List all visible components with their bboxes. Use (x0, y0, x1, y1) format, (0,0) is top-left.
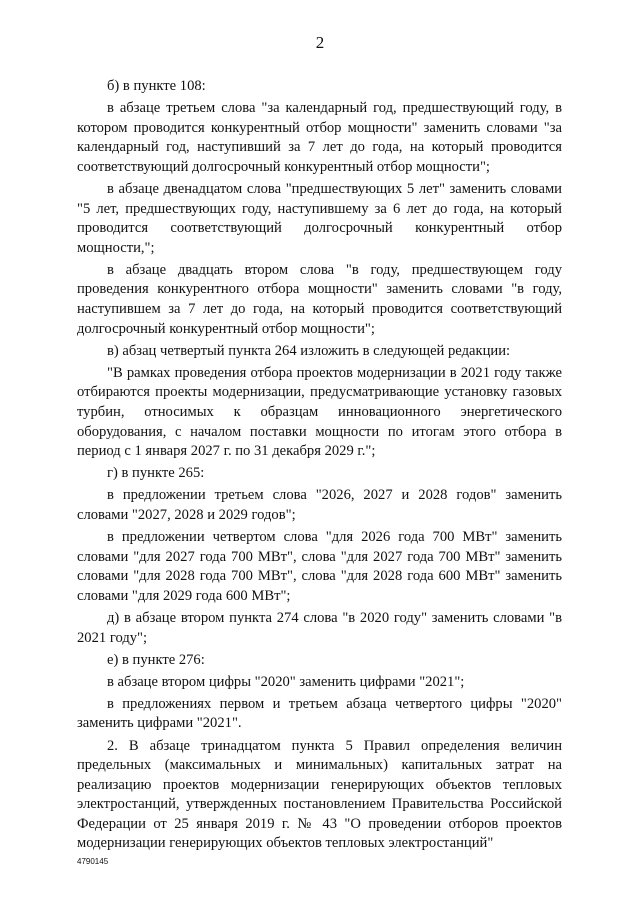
paragraph-b-item-108: б) в пункте 108: (107, 78, 206, 94)
paragraph-quoted-new-text: "В рамках проведения отбора проектов модернизации в 2021 году также отбираются проекты модернизации, предусматривающие установку газовых турбин, относимых к образцам инновационного энергетического оборудования, с началом поставки мощности по итогам этого отбора в период с 1 января 2027 г. по 31 декабря 2029 г."; (77, 364, 562, 460)
paragraph-twelfth-abzac: в абзаце двенадцатом слова "предшествующих 5 лет" заменить словами "5 лет, предшествующих году, наступившему за 6 лет до года, на который проводится соответствующий долгосрочный конкурентный отбор мощности,"; (77, 180, 562, 256)
paragraph-e-item-276: е) в пункте 276: (107, 651, 205, 668)
paragraph-section-2: 2. В абзаце тринадцатом пункта 5 Правил определения величин предельных (максимальных и минимальных) капитальных затрат на реализацию проектов модернизации генерирующих объектов тепловых электростанций, утвержденных постановлением Правительства Российской Федерации от 25 января 2019 г. № 43 "О проведении отборов проектов модернизации генерирующих объектов тепловых электростанций" (77, 737, 562, 852)
paragraph-g-item-265: г) в пункте 265: (107, 465, 205, 482)
paragraph-third-abzac: в абзаце третьем слова "за календарный год, предшествующий году, в котором проводится конкурентный отбор мощности" заменить словами "за календарный год, наступивший за 7 лет до года, на который проводится соответствующий долгосрочный конкурентный отбор мощности"; (77, 100, 562, 175)
paragraph-twenty-second-abzac: в абзаце двадцать втором слова "в году, предшествующем году проведения конкурентного отбора мощности" заменить словами "в году, наступившем за 7 лет до года, на который проводится соответствующий долгосрочный конкурентный отбор мощности"; (77, 261, 562, 337)
document-code: 4790145 (77, 857, 109, 866)
paragraph-second-abzac-digits: в абзаце втором цифры "2020" заменить цифрами "2021"; (107, 673, 465, 690)
document-body (77, 77, 562, 857)
paragraph-third-sentence: в предложении третьем слова "2026, 2027 и 2028 годов" заменить словами "2027, 2028 и 2029 годов"; (77, 487, 562, 523)
paragraph-fourth-sentence: в предложении четвертом слова "для 2026 года 700 МВт" заменить словами "для 2027 года 700 МВт", слова "для 2027 года 700 МВт" заменить словами "для 2028 года 700 МВт", слова "для 2028 года 600 МВт" заменить словами "для 2029 года 600 МВт"; (77, 529, 562, 604)
paragraph-v-item-264: в) абзац четвертый пункта 264 изложить в следующей редакции: (107, 342, 511, 359)
paragraph-first-third-sentences: в предложениях первом и третьем абзаца четвертого цифры "2020" заменить цифрами "2021". (77, 695, 562, 732)
paragraph-d-item-274: д) в абзаце втором пункта 274 слова "в 2020 году" заменить словами "в 2021 году"; (77, 609, 562, 646)
page-number: 2 (315, 33, 325, 52)
